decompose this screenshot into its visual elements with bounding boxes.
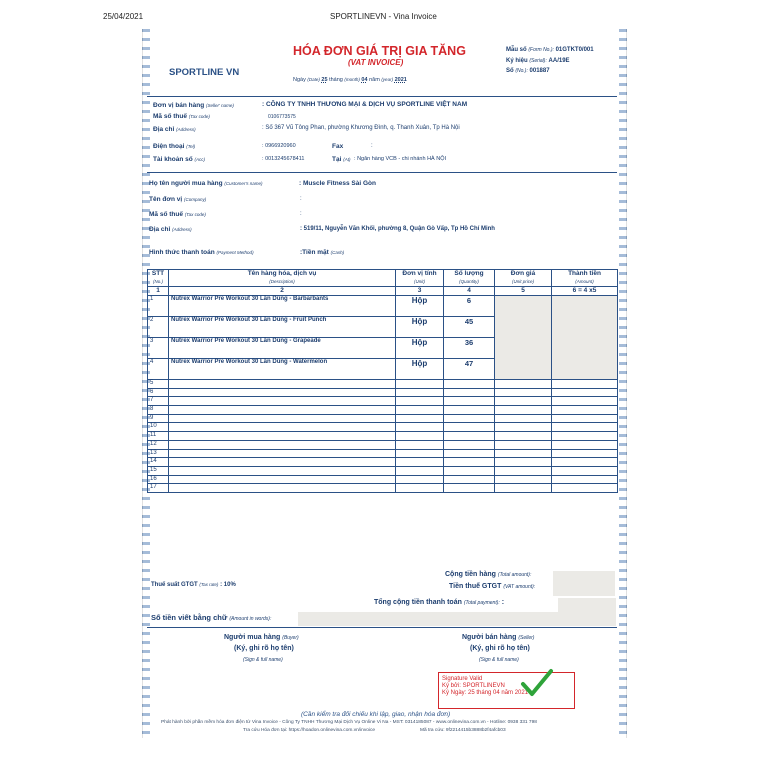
- table-row: [148, 449, 618, 458]
- amount-words-label: Số tiền viết bằng chữ (Amount in words):: [151, 613, 272, 622]
- seller-tax-label: Mã số thuế (Tax code): [153, 113, 210, 120]
- table-row: [148, 432, 618, 441]
- index-cell: 4: [444, 287, 495, 296]
- footer-lookup-link[interactable]: Tra cứu Hóa đơn tại: https://hoadon.onlinevina.com.vn/invoice: [243, 728, 376, 733]
- buyer-tax-label: Mã số thuế (Tax code): [149, 211, 206, 218]
- divider: [147, 627, 617, 628]
- grand-total-box: [558, 598, 616, 613]
- index-cell: 1: [148, 287, 169, 296]
- col-header-description: Tên hàng hóa, dịch vụ (Description): [169, 270, 396, 287]
- amount-words-box: [298, 612, 616, 626]
- right-border-pattern: [619, 29, 627, 738]
- vat-amount-label: Tiền thuế GTGT (VAT amount):: [449, 583, 536, 590]
- col-header-no: STT (No.): [148, 270, 169, 287]
- table-row: [148, 466, 618, 475]
- row-quantity: 36: [444, 338, 495, 359]
- table-row: [148, 484, 618, 493]
- row-no: 3: [148, 338, 169, 359]
- vat-rate-label: Thuế suất GTGT (Tax rate) : 10%: [151, 582, 236, 588]
- row-unit-price: [495, 296, 552, 380]
- row-no: 12: [148, 440, 169, 449]
- buyer-sign-note-en: (Sign & full name): [243, 657, 283, 663]
- seller-name: : CÔNG TY TNHH THƯƠNG MẠI & DỊCH VỤ SPORTLINE VIỆT NAM: [262, 101, 468, 108]
- row-no: 6: [148, 388, 169, 397]
- invoice-subtitle: (VAT INVOICE): [348, 58, 404, 67]
- invoice-date: Ngày (Date) 25 tháng (month) 04 năm (year) 2021: [293, 77, 407, 83]
- col-header-unit-price: Đơn giá (Unit price): [495, 270, 552, 287]
- buyer-sign-title: Người mua hàng (Buyer): [224, 634, 299, 641]
- footer-publisher: Phát hành bởi phần mềm hóa đơn điện tử Vina Invoice - Công Ty TNHH Thương Mại Dịch Vụ Online Vi Na - MST: 0314185087 - www.onlinevina.com.vn - Hotline: 0938 331 798: [161, 720, 537, 725]
- seller-address-label: Địa chỉ (Address): [153, 126, 196, 133]
- row-no: 17: [148, 484, 169, 493]
- check-icon: [520, 668, 554, 698]
- seller-account-label: Tài khoản số (Acc): [153, 156, 206, 163]
- col-header-quantity: Số lượng (Quantity): [444, 270, 495, 287]
- row-no: 9: [148, 414, 169, 423]
- row-no: 10: [148, 423, 169, 432]
- row-no: 14: [148, 458, 169, 467]
- row-no: 2: [148, 317, 169, 338]
- buyer-name: : Muscle Fitness Sài Gòn: [299, 180, 376, 187]
- row-unit: Hộp: [396, 359, 444, 380]
- row-description: Nutrex Warrior Pre Workout 30 Lần Dùng - Barbarbants: [169, 296, 396, 317]
- invoice-number: Số (No.): 001887: [506, 68, 550, 74]
- signature-signer: Ký bởi: SPORTLINEVN: [442, 683, 505, 689]
- table-row: [148, 388, 618, 397]
- row-description: Nutrex Warrior Pre Workout 30 Lần Dùng - Grapeade: [169, 338, 396, 359]
- seller-bank-label: Tại (At): [332, 156, 351, 163]
- row-no: 13: [148, 449, 169, 458]
- signature-valid-text: Signature Valid: [442, 676, 483, 682]
- footer-lookup-code: Mã tra cứu: 9f2214415b3888b2f4afcb03: [420, 728, 506, 733]
- table-header-row: [148, 270, 618, 287]
- table-row: [148, 458, 618, 467]
- seller-address: : Số 367 Vũ Tông Phan, phường Khương Đình, q. Thanh Xuân, Tp Hà Nội: [262, 125, 460, 131]
- table-row: [148, 440, 618, 449]
- seller-sign-note: (Ký, ghi rõ họ tên): [470, 645, 530, 652]
- signature-valid-box: [438, 672, 575, 709]
- row-no: 11: [148, 432, 169, 441]
- print-title: SPORTLINEVN - Vina Invoice: [330, 12, 437, 21]
- row-unit: Hộp: [396, 296, 444, 317]
- row-no: 7: [148, 397, 169, 406]
- invoice-title: HÓA ĐƠN GIÁ TRỊ GIA TĂNG: [293, 44, 466, 58]
- buyer-address: : 519/11, Nguyễn Văn Khối, phường 8, Quận Gò Vấp, Tp Hồ Chí Minh: [300, 226, 495, 232]
- items-table: [147, 269, 618, 493]
- payment-method: :Tiền mặt (Cash): [300, 249, 345, 256]
- index-cell: 6 = 4 x5: [552, 287, 618, 296]
- subtotal-label: Cộng tiền hàng (Total amount):: [445, 571, 532, 578]
- company-short-name: SPORTLINE VN: [169, 67, 240, 78]
- seller-phone-label: Điện thoại (Tel): [153, 143, 196, 150]
- row-no: 5: [148, 380, 169, 389]
- signature-date: Ký Ngày: 25 tháng 04 năm 2021: [442, 690, 529, 696]
- row-no: 4: [148, 359, 169, 380]
- row-no: 8: [148, 406, 169, 415]
- index-cell: 3: [396, 287, 444, 296]
- table-row: [148, 475, 618, 484]
- row-description: Nutrex Warrior Pre Workout 30 Lần Dùng - Watermelon: [169, 359, 396, 380]
- row-quantity: 47: [444, 359, 495, 380]
- seller-sign-title: Người bán hàng (Seller): [462, 634, 535, 641]
- payment-label: Hình thức thanh toán (Payment Method): [149, 249, 254, 256]
- seller-name-label: Đơn vị bán hàng (Seller' name): [153, 102, 234, 109]
- divider: [147, 96, 617, 97]
- buyer-name-label: Họ tên người mua hàng (Customer's name): [149, 180, 263, 187]
- table-row: [148, 380, 618, 389]
- row-description: Nutrex Warrior Pre Workout 30 Lần Dùng - Fruit Punch: [169, 317, 396, 338]
- row-no: 15: [148, 466, 169, 475]
- seller-account: : 0013245678411: [262, 156, 305, 162]
- index-cell: 5: [495, 287, 552, 296]
- buyer-tax-colon: :: [300, 211, 302, 217]
- seller-sign-note-en: (Sign & full name): [479, 657, 519, 663]
- seller-fax-label: Fax: [332, 143, 344, 150]
- row-quantity: 45: [444, 317, 495, 338]
- row-no: 16: [148, 475, 169, 484]
- table-row: [148, 296, 618, 317]
- buyer-company-colon: :: [300, 196, 302, 202]
- index-cell: 2: [169, 287, 396, 296]
- subtotal-box: [553, 571, 615, 596]
- seller-bank: : Ngân hàng VCB - chi nhánh HÀ NỘI: [354, 156, 447, 162]
- row-unit: Hộp: [396, 338, 444, 359]
- buyer-address-label: Địa chỉ (Address): [149, 226, 192, 233]
- buyer-company-label: Tên đơn vị (Company): [149, 196, 207, 203]
- row-unit: Hộp: [396, 317, 444, 338]
- buyer-sign-note: (Ký, ghi rõ họ tên): [234, 645, 294, 652]
- grand-total-label: Tổng cộng tiền thanh toán (Total payment): :: [374, 599, 505, 606]
- divider: [147, 172, 617, 173]
- row-amount: [552, 296, 618, 380]
- col-header-unit: Đơn vị tính (Unit): [396, 270, 444, 287]
- serial-number: Ký hiệu (Serial): AA/19E: [506, 58, 570, 64]
- table-row: [148, 406, 618, 415]
- row-no: 1: [148, 296, 169, 317]
- seller-phone: : 0966920960: [262, 143, 296, 149]
- form-number: Mẫu số (Form No.): 01GTKT0/001: [506, 47, 594, 53]
- table-row: [148, 397, 618, 406]
- footer-note: (Cần kiểm tra đối chiếu khi lập, giao, nhận hóa đơn): [301, 711, 451, 718]
- col-header-amount: Thành tiền (Amount): [552, 270, 618, 287]
- seller-fax-colon: :: [371, 143, 373, 149]
- table-row: [148, 423, 618, 432]
- table-row: [148, 414, 618, 423]
- table-index-row: [148, 287, 618, 296]
- print-date: 25/04/2021: [103, 12, 144, 21]
- seller-tax-code: 0106773575: [268, 114, 296, 120]
- row-quantity: 6: [444, 296, 495, 317]
